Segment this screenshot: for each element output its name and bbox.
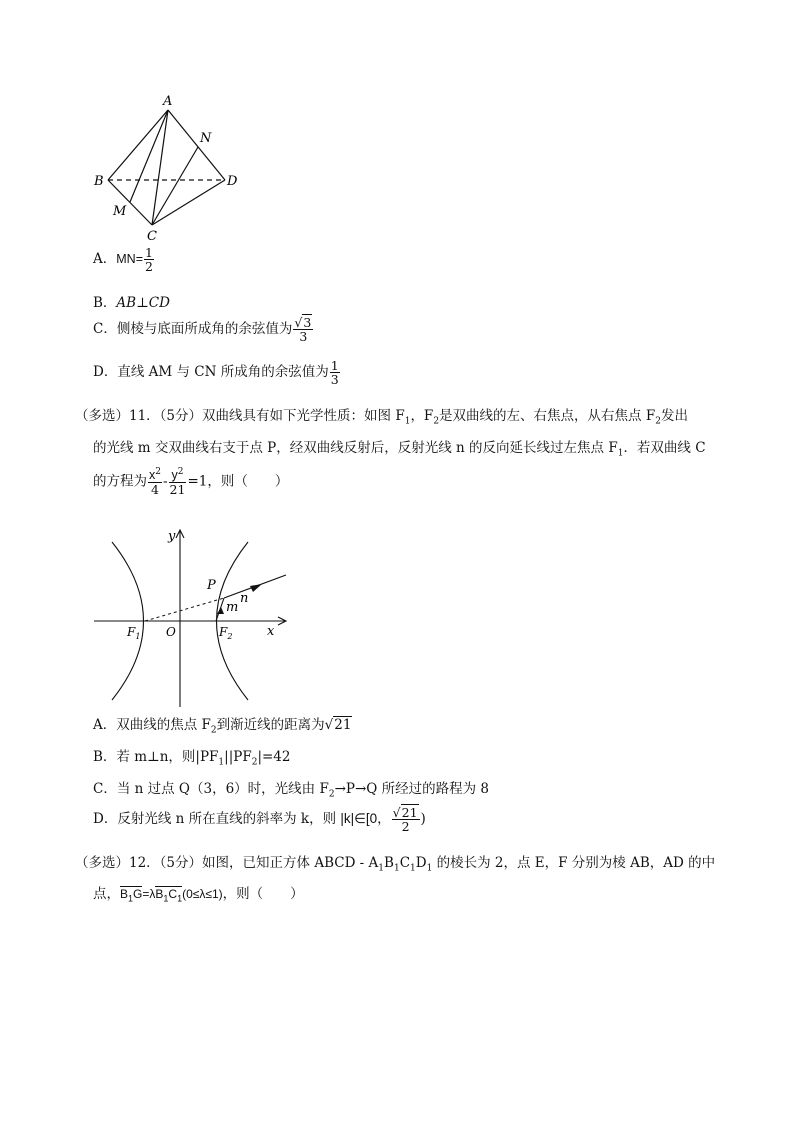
q11-stem-line3: 的方程为 $\frac{x^2}{4}$ - $\frac{y^2}{21}$ =1，则（ ） — [93, 467, 289, 498]
tetrahedron-figure — [90, 90, 250, 240]
label-C: C — [147, 229, 157, 240]
q11-stem-line1: （多选）11．（5分）双曲线具有如下光学性质：如图 $F_1$，$F_2$是双曲线的左、右焦点，从右焦点 $F_2$发出 — [75, 408, 688, 427]
q10-option-c — [93, 316, 314, 343]
label-M: M — [113, 204, 127, 219]
option-letter: B． — [93, 295, 117, 311]
question-tag: （多选）12．（5分） — [75, 855, 203, 871]
fraction: $\frac{1}{3}$ — [330, 358, 339, 388]
arrow-m — [217, 607, 224, 614]
vector-b1c1: $B_1C_1$ — [155, 887, 183, 904]
label-D: D — [227, 174, 238, 189]
option-letter: D． — [93, 811, 118, 828]
q10-option-a — [93, 246, 155, 273]
label-O: O — [166, 625, 176, 639]
fraction-y2-over-21: $\frac{y^2}{21}$ — [169, 467, 186, 498]
vector-b1g: $B_1G$ — [120, 887, 143, 904]
question-tag: （多选）11．（5分） — [75, 408, 203, 424]
option-text: AB⊥CD — [116, 295, 170, 311]
fraction: $\frac{√3}{3}$ — [294, 315, 312, 345]
q11-stem-line2: 的光线 m 交双曲线右支于点 P，经双曲线反射后，反射光线 n 的反向延长线过左焦点 $F_1$．若双曲线 C — [93, 440, 706, 459]
q12-stem-line1: （多选）12．（5分）如图，已知正方体 ABCD - $A_1B_1C_1D_1$ 的棱长为 2，点 E，F 分别为棱 AB，AD 的中 — [75, 855, 716, 874]
label-x: x — [267, 624, 275, 639]
option-text: MN= — [116, 252, 143, 267]
label-A: A — [163, 94, 173, 109]
label-n: n — [240, 591, 249, 606]
q10-option-d — [93, 359, 341, 386]
label-N: N — [200, 131, 212, 146]
option-text: 直线 AM 与 CN 所成角的余弦值为 — [117, 364, 329, 381]
hyperbola-figure — [90, 522, 300, 712]
arrow-n — [250, 584, 262, 592]
option-text: 侧棱与底面所成角的余弦值为 — [116, 321, 293, 338]
q11-option-b: B．若 m⊥n，则$|PF_1||PF_2|=42$ — [93, 749, 291, 768]
option-letter: C． — [93, 781, 117, 797]
option-letter: A． — [93, 251, 117, 268]
label-m: m — [226, 600, 239, 615]
fraction: $\frac{1}{2}$ — [145, 245, 153, 275]
fraction-x2-over-4: $\frac{x^2}{4}$ — [149, 467, 161, 498]
label-B: B — [94, 174, 104, 189]
q10-option-b — [93, 291, 170, 311]
label-F2: $F_2$ — [219, 625, 233, 641]
label-P: P — [207, 578, 216, 593]
q12-stem-line2: 点，$B_1G=\lambda B_1C_1(0\le\lambda\le 1)$，则（ ） — [93, 886, 304, 904]
label-F1: $F_1$ — [127, 625, 141, 641]
option-letter: B． — [93, 749, 117, 765]
label-y: y — [168, 529, 176, 544]
fraction-sqrt21-over-2: $\frac{√21}{2}$ — [392, 805, 418, 835]
q11-option-c: C．当 n 过点 Q（3，6）时，光线由 $F_2\to P\to Q$ 所经过的路程为 8 — [93, 781, 490, 800]
option-letter: C． — [93, 321, 117, 338]
option-letter: A． — [93, 717, 117, 733]
q11-option-a: A．双曲线的焦点 $F_2$到渐近线的距离为√21 — [93, 717, 352, 736]
q11-option-d: D．反射光线 n 所在直线的斜率为 k，则 |k|∈[0， $\frac{√21}{2}$ ) — [93, 805, 426, 835]
reflection-extension-dashed — [145, 598, 224, 621]
option-letter: D． — [93, 364, 118, 381]
